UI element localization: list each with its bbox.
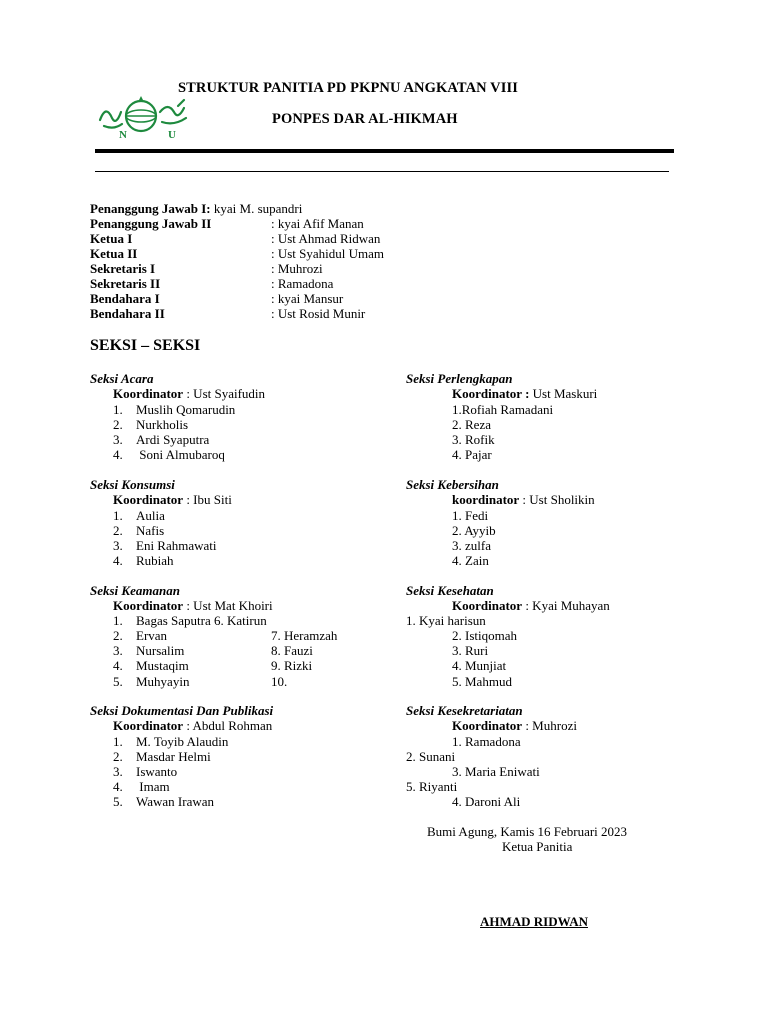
list-item: Ardi Syaputra	[136, 432, 210, 447]
header-rule-thin	[95, 171, 669, 172]
official-name: : Ramadona	[271, 276, 334, 291]
list-item: Ervan	[136, 628, 168, 643]
official-name: : Ust Ahmad Ridwan	[271, 231, 381, 246]
header-rule-thick	[95, 149, 674, 153]
list-item-num: 4.	[113, 553, 123, 568]
section-title-kesekretariatan: Seksi Kesekretariatan	[406, 703, 523, 718]
official-role: Penanggung Jawab II	[90, 216, 212, 231]
official-name: kyai M. supandri	[213, 201, 303, 216]
list-item: 5. Mahmud	[452, 674, 512, 689]
official-name: : kyai Mansur	[271, 291, 344, 306]
coordinator-value: : Ust Syaifudin	[186, 386, 266, 401]
list-item-num: 3.	[113, 764, 123, 779]
list-item: 3. Rofik	[452, 432, 495, 447]
list-item: Iswanto	[136, 764, 178, 779]
coordinator-label: Koordinator	[113, 718, 184, 733]
signatory-name: AHMAD RIDWAN	[480, 914, 588, 929]
list-item: M. Toyib Alaudin	[136, 734, 229, 749]
list-item: 4. Zain	[452, 553, 489, 568]
coordinator-kebersihan	[452, 492, 595, 507]
list-item-num: 4.	[113, 447, 123, 462]
list-item-num: 4.	[113, 658, 123, 673]
list-item: 2. Sunani	[406, 749, 456, 764]
list-item-num: 4.	[113, 779, 123, 794]
official-name: : Ust Syahidul Umam	[271, 246, 385, 261]
coordinator-label: Koordinator	[113, 492, 184, 507]
official-role: Ketua II	[90, 246, 138, 261]
coordinator-label: Koordinator	[113, 386, 184, 401]
list-item: Muslih Qomarudin	[136, 402, 236, 417]
official-name: : Muhrozi	[271, 261, 323, 276]
coordinator-value: : Ust Mat Khoiri	[186, 598, 273, 613]
list-item: 2. Istiqomah	[452, 628, 517, 643]
coordinator-label: Koordinator :	[452, 386, 530, 401]
signatory-position: Ketua Panitia	[502, 839, 573, 854]
coordinator-value: : Ust Sholikin	[522, 492, 595, 507]
list-item: Wawan Irawan	[136, 794, 214, 809]
section-title-perlengkapan: Seksi Perlengkapan	[406, 371, 513, 386]
list-item: Bagas Saputra 6. Katirun	[136, 613, 267, 628]
list-item-num: 3.	[113, 538, 123, 553]
official-role: Bendahara II	[90, 306, 165, 321]
list-item: 10.	[271, 674, 288, 689]
list-item-num: 1.	[113, 402, 123, 417]
coordinator-value: : Abdul Rohman	[186, 718, 273, 733]
official-name: : Ust Rosid Munir	[271, 306, 366, 321]
section-title-keamanan: Seksi Keamanan	[90, 583, 180, 598]
sections-heading: SEKSI – SEKSI	[90, 337, 201, 354]
list-item: 4. Pajar	[452, 447, 492, 462]
list-item: 1. Ramadona	[452, 734, 521, 749]
coordinator-acara	[113, 386, 265, 401]
list-item: 3. Maria Eniwati	[452, 764, 540, 779]
list-item-num: 2.	[113, 523, 123, 538]
list-item: 9. Rizki	[271, 658, 313, 673]
section-title-kesehatan: Seksi Kesehatan	[406, 583, 494, 598]
list-item-num: 2.	[113, 628, 123, 643]
list-item: Masdar Helmi	[136, 749, 211, 764]
list-item: Muhyayin	[136, 674, 190, 689]
coordinator-kesekretariatan	[452, 718, 577, 733]
list-item-num: 5.	[113, 674, 123, 689]
list-item-num: 3.	[113, 432, 123, 447]
document-title: STRUKTUR PANITIA PD PKPNU ANGKATAN VIII	[178, 80, 518, 96]
list-item: 5. Riyanti	[406, 779, 458, 794]
list-item: Eni Rahmawati	[136, 538, 217, 553]
list-item: 2. Ayyib	[452, 523, 496, 538]
section-title-kebersihan: Seksi Kebersihan	[406, 477, 499, 492]
list-item: 4. Munjiat	[452, 658, 507, 673]
list-item: Soni Almubaroq	[136, 447, 225, 462]
list-item: Nursalim	[136, 643, 185, 658]
coordinator-kesehatan	[452, 598, 610, 613]
list-item: Aulia	[136, 508, 165, 523]
coordinator-value: : Muhrozi	[525, 718, 577, 733]
logo-letter-n: N	[119, 129, 127, 141]
official-row	[90, 201, 302, 216]
official-role: Sekretaris I	[90, 261, 156, 276]
coordinator-value: Ust Maskuri	[532, 386, 598, 401]
list-item: 2. Reza	[452, 417, 491, 432]
list-item-num: 1.	[113, 734, 123, 749]
coordinator-label: Koordinator	[113, 598, 184, 613]
list-item-num: 1.	[113, 613, 123, 628]
official-role: Bendahara I	[90, 291, 160, 306]
coordinator-label: Koordinator	[452, 718, 523, 733]
list-item: 3. Ruri	[452, 643, 489, 658]
coordinator-value: : Kyai Muhayan	[525, 598, 610, 613]
coordinator-konsumsi	[113, 492, 232, 507]
place-date: Bumi Agung, Kamis 16 Februari 2023	[427, 824, 628, 839]
list-item: Mustaqim	[136, 658, 189, 673]
section-title-konsumsi: Seksi Konsumsi	[90, 477, 175, 492]
list-item: 3. zulfa	[452, 538, 491, 553]
list-item: Imam	[136, 779, 170, 794]
list-item: 1. Fedi	[452, 508, 489, 523]
document-subtitle: PONPES DAR AL-HIKMAH	[272, 111, 458, 127]
list-item: Rubiah	[136, 553, 174, 568]
list-item: 1. Kyai harisun	[406, 613, 486, 628]
list-item-num: 3.	[113, 643, 123, 658]
list-item: 1.Rofiah Ramadani	[452, 402, 554, 417]
list-item-num: 5.	[113, 794, 123, 809]
coordinator-dokumentasi	[113, 718, 272, 733]
list-item: 7. Heramzah	[271, 628, 338, 643]
list-item: 4. Daroni Ali	[452, 794, 521, 809]
list-item-num: 2.	[113, 417, 123, 432]
nu-logo	[96, 94, 196, 144]
list-item-num: 1.	[113, 508, 123, 523]
list-item: Nurkholis	[136, 417, 188, 432]
section-title-dokumentasi: Seksi Dokumentasi Dan Publikasi	[90, 703, 274, 718]
coordinator-label: Koordinator	[452, 598, 523, 613]
list-item: 8. Fauzi	[271, 643, 313, 658]
logo-letter-u: U	[168, 129, 176, 141]
coordinator-value: : Ibu Siti	[186, 492, 232, 507]
official-name: : kyai Afif Manan	[271, 216, 364, 231]
coordinator-label: koordinator	[452, 492, 520, 507]
list-item: Nafis	[136, 523, 165, 538]
official-role: Sekretaris II	[90, 276, 161, 291]
coordinator-keamanan	[113, 598, 273, 613]
official-role: Ketua I	[90, 231, 133, 246]
section-title-acara: Seksi Acara	[90, 371, 154, 386]
list-item-num: 2.	[113, 749, 123, 764]
coordinator-perlengkapan	[452, 386, 597, 401]
official-role: Penanggung Jawab I:	[90, 201, 211, 216]
